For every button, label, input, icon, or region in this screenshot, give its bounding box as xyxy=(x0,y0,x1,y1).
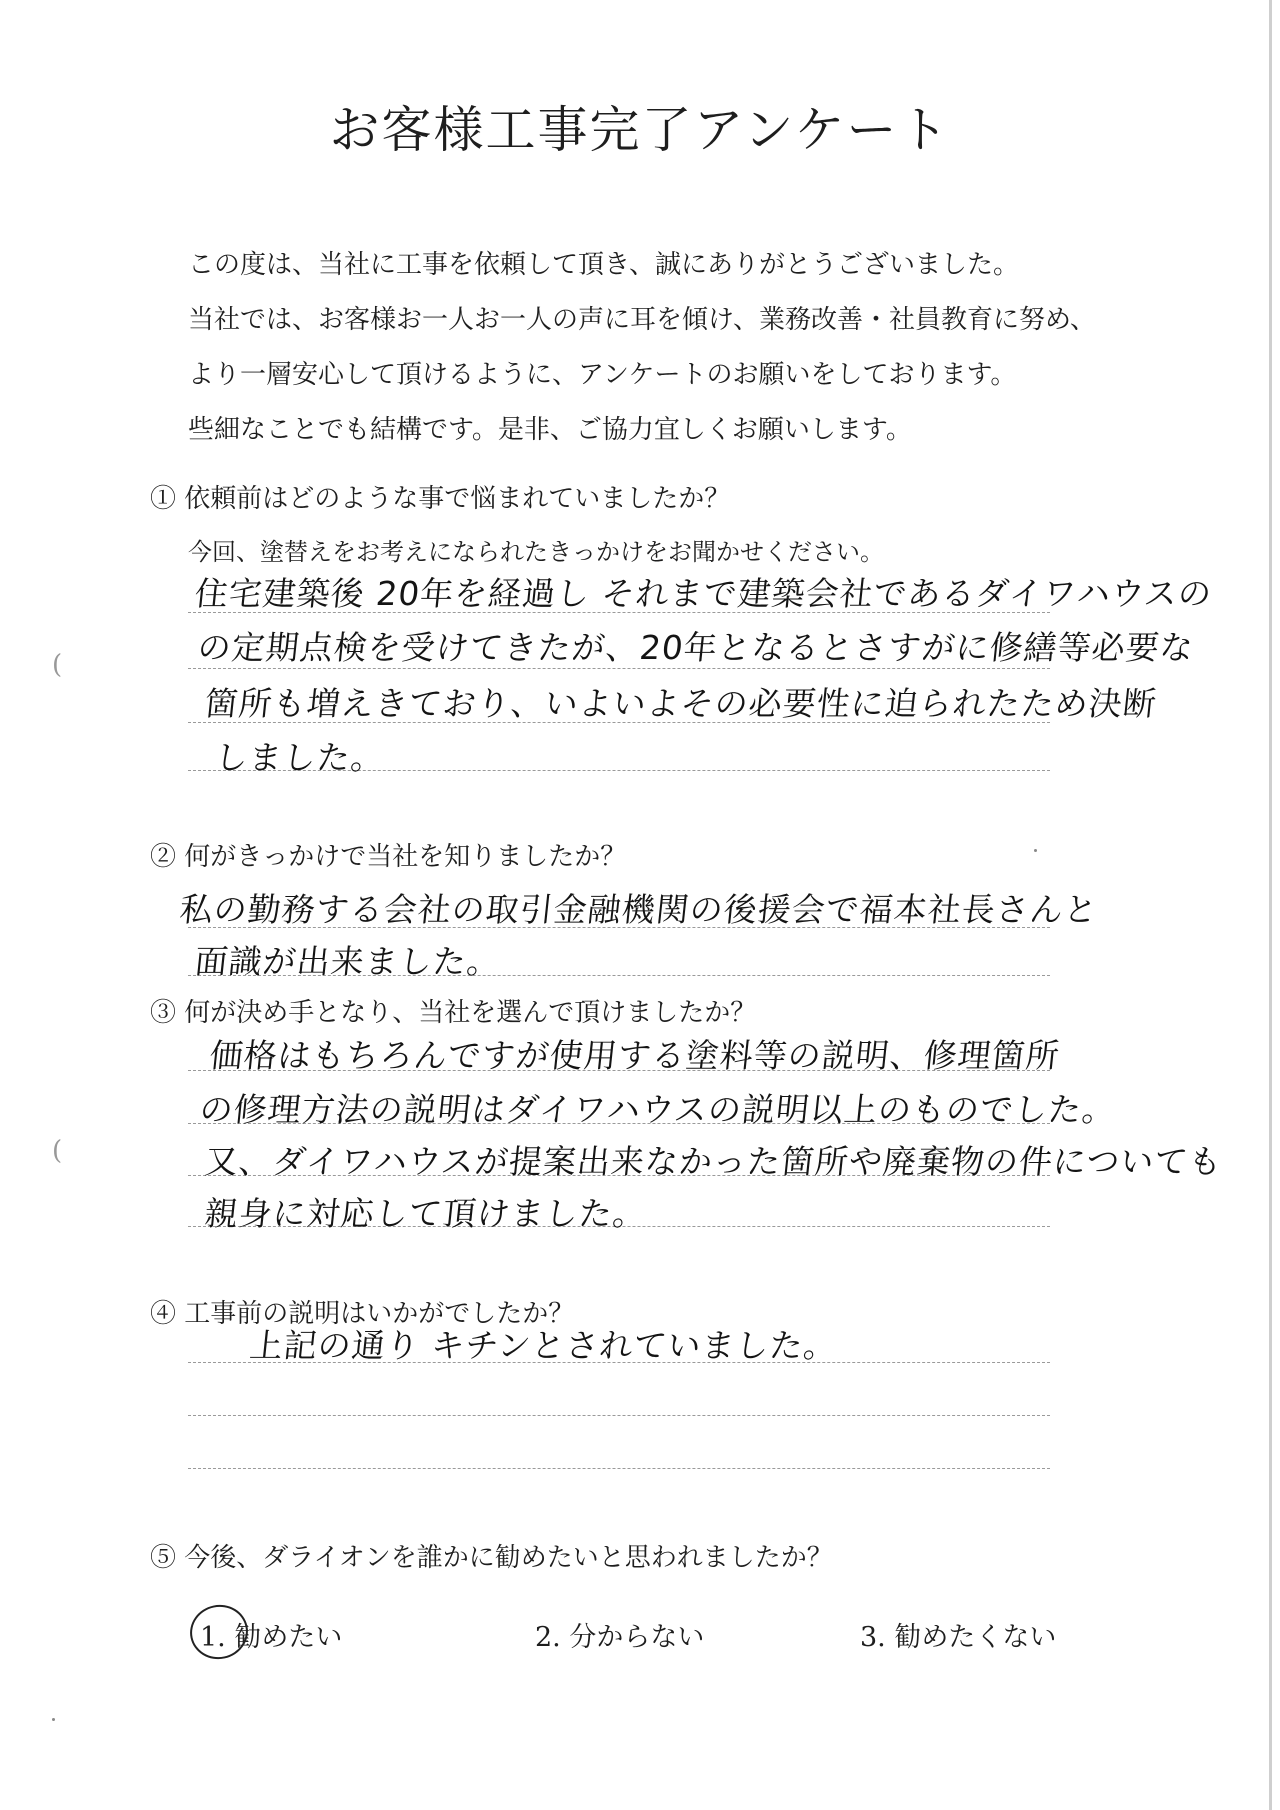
question-1-subtext: 今回、塗替えをお考えになられたきっかけをお聞かせください。 xyxy=(188,538,884,566)
question-1-label: ① 依頼前はどのような事で悩まれていましたか？ xyxy=(150,484,731,514)
page-edge-shadow xyxy=(1269,0,1272,1810)
answer-line xyxy=(188,1415,1050,1416)
option-not-recommend[interactable]: 3. 勧めたくない xyxy=(860,1622,1057,1653)
intro-line: 当社では、お客様お一人お一人の声に耳を傾け、業務改善・社員教育に努め、 xyxy=(188,305,1096,335)
survey-title: お客様工事完了アンケート xyxy=(329,101,951,159)
intro-line: 些細なことでも結構です。是非、ご協力宜しくお願いします。 xyxy=(188,415,912,445)
handwritten-answer-1-line: 箇所も増えきており、いよいよその必要性に迫られたため決断 xyxy=(202,684,1159,723)
handwritten-answer-4-line: 上記の通り キチンとされていました。 xyxy=(247,1326,840,1365)
scan-speck xyxy=(1034,849,1037,852)
handwritten-answer-3-line: の修理方法の説明はダイワハウスの説明以上のものでした。 xyxy=(197,1090,1119,1129)
intro-paragraph xyxy=(188,238,1138,458)
stray-pen-mark: ( xyxy=(52,650,63,680)
question-2-label: ② 何がきっかけで当社を知りましたか？ xyxy=(150,842,627,872)
handwritten-answer-3-line: 又、ダイワハウスが提案出来なかった箇所や廃棄物の件についても xyxy=(202,1142,1225,1181)
handwritten-answer-2-line: 私の勤務する会社の取引金融機関の後援会で福本社長さんと xyxy=(177,890,1100,929)
handwritten-answer-1-line: 住宅建築後 20年を経過し それまで建築会社であるダイワハウスの xyxy=(192,574,1215,613)
intro-line: この度は、当社に工事を依頼して頂き、誠にありがとうございました。 xyxy=(188,250,1019,280)
answer-line xyxy=(188,1468,1050,1469)
stray-pen-mark: ( xyxy=(52,1136,63,1166)
scan-speck xyxy=(52,1718,55,1721)
question-5-label: ⑤ 今後、ダライオンを誰かに勧めたいと思われましたか？ xyxy=(150,1543,833,1573)
option-unsure[interactable]: 2. 分からない xyxy=(535,1622,705,1653)
handwritten-answer-1-line: の定期点検を受けてきたが、20年となるとさすがに修繕等必要な xyxy=(195,628,1196,667)
question-4-label: ④ 工事前の説明はいかがでしたか？ xyxy=(150,1299,575,1329)
selected-option-circle xyxy=(185,1600,253,1665)
handwritten-answer-1-line: しました。 xyxy=(212,738,387,777)
question-3-label: ③ 何が決め手となり、当社を選んで頂けましたか？ xyxy=(150,998,757,1028)
intro-line: より一層安心して頂けるように、アンケートのお願いをしております。 xyxy=(188,360,1017,390)
handwritten-answer-3-line: 親身に対応して頂けました。 xyxy=(202,1194,649,1233)
handwritten-answer-2-line: 面識が出来ました。 xyxy=(192,942,503,981)
option-recommend[interactable]: 1. 勧めたい xyxy=(200,1622,343,1653)
handwritten-answer-3-line: 価格はもちろんですが使用する塗料等の説明、修理箇所 xyxy=(207,1036,1062,1075)
